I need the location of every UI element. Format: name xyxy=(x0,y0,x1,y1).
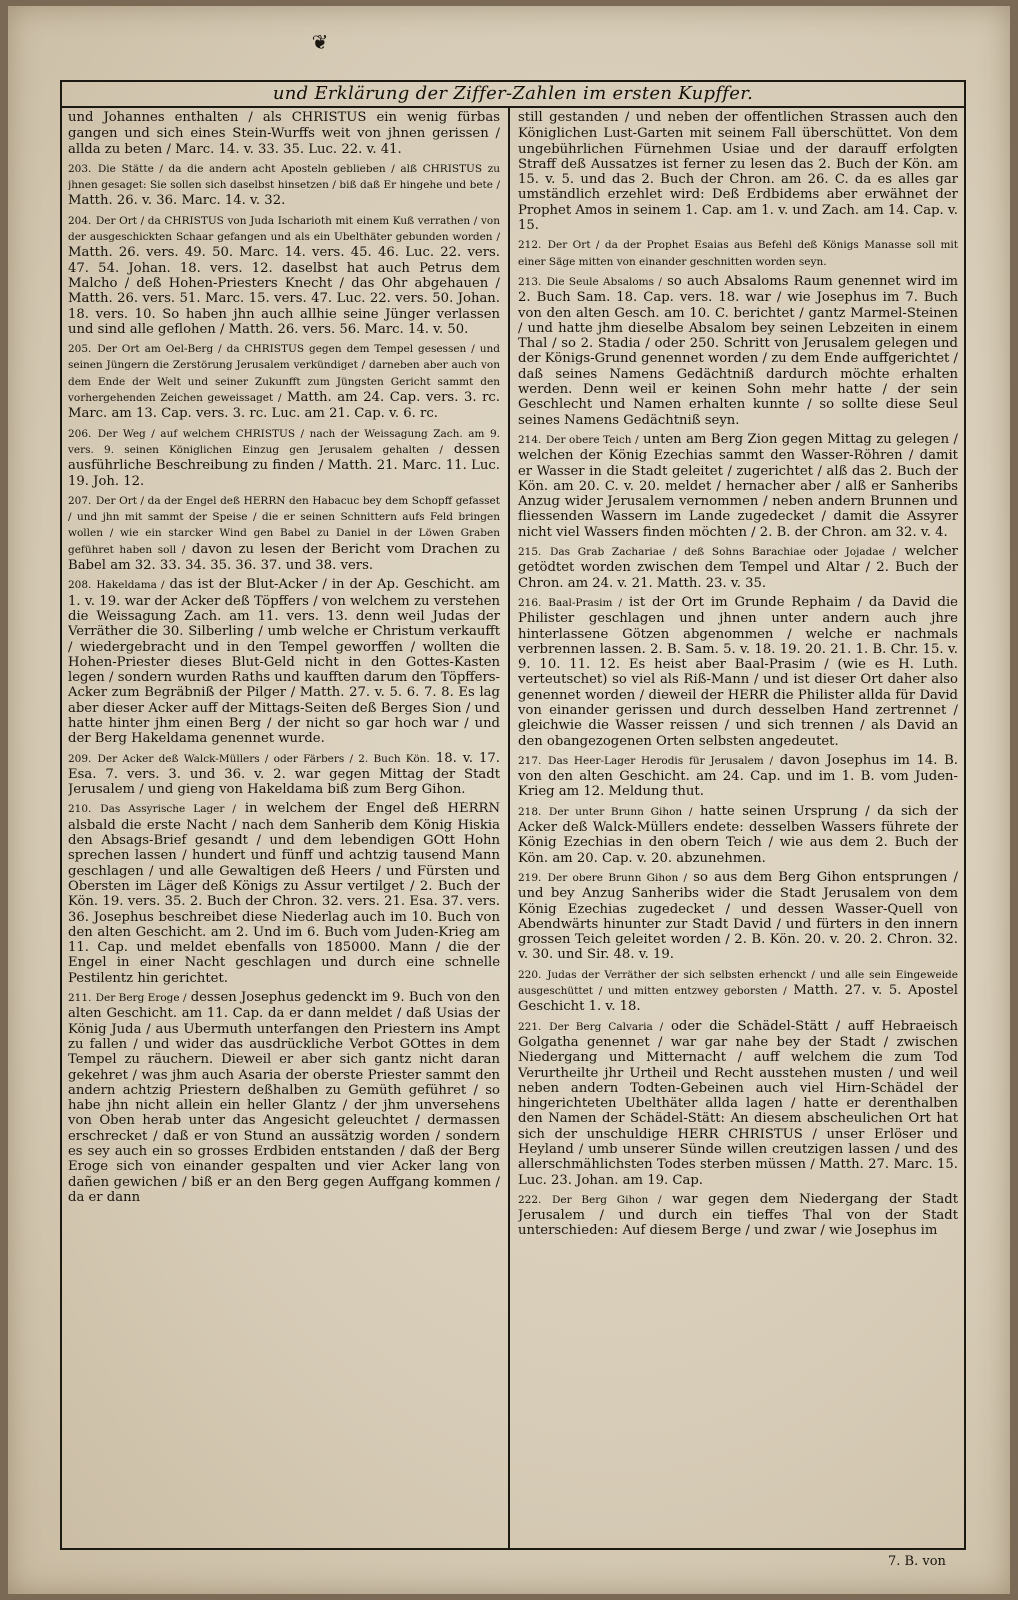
entry-text: davon Josephus im 14. B. von den alten Geschicht. am 24. Cap. und im 1. B. vom Juden-Krieg am 12. Meldung thut. xyxy=(518,752,958,800)
entry-paragraph xyxy=(68,751,500,798)
running-header: und Erklärung der Ziffer-Zahlen im ersten Kupffer. xyxy=(62,82,964,108)
entry-number: 216. xyxy=(518,596,542,609)
entry-number: 219. xyxy=(518,871,542,884)
entry-heading: Die Seule Absaloms / xyxy=(546,275,662,288)
entry-text: unten am Berg Zion gegen Mittag zu gelegen / welchen der König Ezechias sammt den Wasser-Röhren / damit er Wasser in die Stadt geleitet / zugerichtet / alß das 2. Buch der Kön. am 20. C. v. 20. meldet / hernacher aber / alß er Sanheribs Anzug wider Jerusalem vernommen / neben andern Brunnen und fliessenden Wassern im Lande zugedecket / damit die Assyrer nicht viel Wassers finden möchten / 2. B. der Chron. am 32. v. 4. xyxy=(518,431,958,540)
entry-text: welcher getödtet worden zwischen dem Tempel und Altar / 2. Buch der Chron. am 24. v. 21. Matth. 23. v. 35. xyxy=(518,544,958,591)
entry-heading: Der obere Brunn Gihon / xyxy=(547,871,688,884)
text-frame xyxy=(60,80,966,1550)
entry-heading: Das Heer-Lager Herodis für Jerusalem / xyxy=(548,754,774,767)
entry-heading: Der Ort am Oel-Berg / da CHRISTUS gegen dem Tempel gesessen / und seinen Jüngern die Zerstörung Jerusalem verkündiget / darneben aber auch von dem Ende der Welt und seiner Zukunfft zum Jüngsten Gericht sammt den vorhergehenden Zeichen geweissaget / xyxy=(68,343,500,405)
entry-text: Matth. am 24. Cap. vers. 3. rc. Marc. am 13. Cap. vers. 3. rc. Luc. am 21. Cap. v. 6. rc. xyxy=(68,390,500,422)
entry-text: Matth. 27. v. 5. Apostel Geschicht 1. v. 18. xyxy=(518,983,958,1015)
entry-number: 211. xyxy=(68,992,92,1005)
entry-text: oder die Schädel-Stätt / auff Hebraeisch Golgatha genennet / war gar nahe bey der Stadt / zwischen Niedergang und Mitternacht / auff welchem die zum Tod Verurtheilte jhr Urtheil und Recht ausstehen musten / und weil neben andern Todten-Gebeinen auch viel Hirn-Schädel der hingerichteten Ubelthäter allda lagen / hatte er derenthalben den Namen der Schädel-Stätt: An diesem abscheulichen Ort hat sich der unschuldige HERR CHRISTUS / unser Erlöser und Heyland / umb unserer Sünde willen creutzigen lassen / und des allerschmählichsten Todes sterben müssen / Matth. 27. Marc. 15. Luc. 23. Johan. am 19. Cap. xyxy=(518,1018,958,1188)
entry-paragraph xyxy=(68,110,500,157)
entry-paragraph xyxy=(518,237,958,270)
entry-paragraph xyxy=(518,804,958,866)
entry-text: still gestanden / und neben der offentlichen Strassen auch den Königlichen Lust-Garten mit seinem Fall überschüttet. Von dem ungebührlichen Fürnehmen Usiae und der darauff erfolgten Straff deß Aussatzes ist ferner zu lesen das 2. Buch der Kön. am 15. v. 5. und das 2. Buch der Chron. am 26. C. da es alles gar umständlich erzehlet wird: Deß Erdbidems aber erwähnet der Prophet Amos in seinem 1. Cap. am 1. v. und Zach. am 14. Cap. v. 15. xyxy=(518,110,958,234)
entry-number: 204. xyxy=(68,214,92,227)
book-page xyxy=(8,6,1010,1594)
ornament-mark: ❦ xyxy=(311,30,329,54)
entry-paragraph xyxy=(518,967,958,1015)
entry-heading: Der Ort / da der Prophet Esaias aus Befehl deß Königs Manasse soll mit einer Säge mitten von einander geschnitten worden seyn. xyxy=(518,239,958,268)
entry-heading: Der Berg Gihon / xyxy=(551,1193,662,1206)
entry-paragraph xyxy=(68,341,500,421)
entry-text: so auch Absaloms Raum genennet wird im 2. Buch Sam. 18. Cap. vers. 18. war / wie Josephus im 7. Buch von den alten Gesch. am 10. C. berichtet / gantz Marmel-Steinen / und hatte jhm dieselbe Absalom bey seinen Lebzeiten in einem Thal / so 2. Stadia / oder 250. Schritt von Jerusalem gelegen und der Königs-Grund genennet worden / zu dem Ende auffgerichtet / daß seines Namens Gedächtniß dardurch möchte erhalten werden. Denn weil er keinen Sohn mehr hatte / der sein Geschlecht und Namen erhalten kunnte / so sollte diese Seul seines Namens Gedächtniß seyn. xyxy=(518,273,958,428)
entry-paragraph xyxy=(518,274,958,428)
entry-paragraph xyxy=(518,595,958,749)
entry-text: Matth. 26. vers. 49. 50. Marc. 14. vers. 45. 46. Luc. 22. vers. 47. 54. Johan. 18. vers. 12. daselbst hat auch Petrus dem Malcho / deß Hohen-Priesters Knecht / das Ohr abgehauen / Matth. 26. vers. 51. Marc. 15. vers. 47. Luc. 22. vers. 50. Johan. 18. vers. 10. So haben jhn auch allhie seine Jünger verlassen und sind alle geflohen / Matth. 26. vers. 56. Marc. 14. v. 50. xyxy=(68,245,500,337)
entry-heading: Der Acker deß Walck-Müllers / oder Färbers / 2. Buch Kön. xyxy=(97,752,430,765)
column-divider xyxy=(508,108,510,1548)
entry-heading: Judas der Verräther der sich selbsten erhenckt / und alle sein Eingeweide ausgeschüttet / und mitten entzwey geborsten / xyxy=(518,968,958,998)
entry-text: ist der Ort im Grunde Rephaim / da David die Philister geschlagen und jhnen unter andern auch jhre hinterlassene Götzen abgenommen / welche er nachmals verbrennen lassen. 2. B. Sam. 5. v. 18. 19. 20. 21. 1. B. Chr. 15. v. 9. 10. 11. 12. Es heist aber Baal-Prasim / (wie es H. Luth. verteutschet) so viel als Riß-Mann / und ist dieser Ort daher also genennet worden / dieweil der HERR die Philister allda für David von einander gerissen und durch desselben Hand zertrennet / gleichwie die Wasser reissen / und sich trennen / als David an den obangezogenen Orten selbsten angedeutet. xyxy=(518,594,958,749)
entry-text: so aus dem Berg Gihon entsprungen / und bey Anzug Sanheribs wider die Stadt Jerusalem von dem König Ezechias zugedecket / und dessen Wasser-Quell von Abendwärts hinunter zur Stadt David / und fürters in den innern grossen Teich geleitet worden / 2. B. Kön. 20. v. 20. 2. Chron. 32. v. 30. und Sir. 48. v. 19. xyxy=(518,869,958,963)
entry-paragraph xyxy=(68,426,500,489)
entry-number: 205. xyxy=(68,343,92,356)
entry-heading: Der Weg / auf welchem CHRISTUS / nach der Weissagung Zach. am 9. vers. 9. seinen Königlichen Einzug gen Jerusalem gehalten / xyxy=(68,427,500,456)
entry-number: 222. xyxy=(518,1193,542,1206)
entry-heading: Der Berg Calvaria / xyxy=(549,1020,664,1033)
entry-number: 214. xyxy=(518,433,542,446)
entry-paragraph xyxy=(68,990,500,1205)
entry-number: 206. xyxy=(68,427,92,440)
entry-text: dessen Josephus gedenckt im 9. Buch von den alten Geschicht. am 11. Cap. da er dann meldet / daß Usias der König Juda / aus Ubermuth unterfangen den Priestern ins Ampt zu fallen / und wider das ausdrückliche Verbot GOttes in dem Tempel zu räuchern. Dieweil er aber sich gantz nicht daran gekehret / was jhm auch Asaria der oberste Priester sammt den andern achtzig Priestern deßhalben zu Gemüth geführet / so habe jhn nicht allein ein heller Glantz / der jhm unversehens von Oben herab unter das Angesicht geleuchtet / dermassen erschrecket / daß er von Stund an aussätzig worden / sondern es sey auch ein so grosses Erdbiden entstanden / daß der Berg Eroge sich von einander gespalten und vier Acker lang von dañen gewichen / biß er an den Berg gegen Auffgang kommen / da er dann xyxy=(68,990,500,1205)
entry-text: in welchem der Engel deß HERRN alsbald die erste Nacht / nach dem Sanherib dem König Hiskia den Absags-Brief gesandt / und dem lebendigen GOtt Hohn sprechen lassen / hundert und fünff und achtzig tausend Mann geschlagen / und alle Gewaltigen deß Heers / und Fürsten und Obersten im Läger deß Königs zu Assur vertilget / 2. Buch der Kön. 19. vers. 35. 2. Buch der Chron. 32. vers. 21. Esa. 37. vers. 36. Josephus beschreibet diese Niederlag auch im 10. Buch von den alten Geschicht. am 2. Und im 6. Buch vom Juden-Krieg am 11. Cap. und meldet ebenfalls von 185000. Mann / die der Engel in einer Nacht geschlagen und durch eine schnelle Pestilentz hin gerichtet. xyxy=(68,801,500,986)
entry-paragraph xyxy=(68,493,500,573)
entry-number: 207. xyxy=(68,494,92,507)
entry-paragraph xyxy=(68,577,500,746)
entry-text: Matth. 26. v. 36. Marc. 14. v. 32. xyxy=(68,193,286,209)
entry-paragraph xyxy=(518,110,958,233)
entry-number: 221. xyxy=(518,1020,542,1033)
entry-number: 220. xyxy=(518,968,542,981)
entry-heading: Der Ort / da CHRISTUS von Juda Ischarioth mit einem Kuß verrathen / von der ausgeschickten Schaar gefangen und als ein Ubelthäter gebunden worden / xyxy=(68,214,500,244)
entry-heading: Der obere Teich / xyxy=(545,433,639,446)
entry-text: hatte seinen Ursprung / da sich der Acker deß Walck-Müllers endete: desselben Wassers führete der König Ezechias in den obern Teich / wie aus dem 2. Buch der Kön. am 20. Cap. v. 20. abzunehmen. xyxy=(518,803,958,866)
entry-heading: Das Grab Zachariae / deß Sohns Barachiae oder Jojadae / xyxy=(549,546,897,559)
entry-heading: Hakeldama / xyxy=(96,579,165,592)
entry-paragraph xyxy=(518,1019,958,1188)
entry-number: 218. xyxy=(518,805,542,818)
entry-heading: Baal-Prasim / xyxy=(548,596,623,609)
entry-number: 212. xyxy=(518,239,542,252)
entry-text: dessen ausführliche Beschreibung zu finden / Matth. 21. Marc. 11. Luc. 19. Joh. 12. xyxy=(68,441,500,489)
entry-number: 209. xyxy=(68,752,92,765)
entry-number: 215. xyxy=(518,546,542,559)
entry-paragraph xyxy=(518,544,958,591)
entry-text: und Johannes enthalten / als CHRISTUS ein wenig fürbas gangen und sich eines Stein-Wurffs weit von jhnen gerissen / allda zu beten / Marc. 14. v. 33. 35. Luc. 22. v. 41. xyxy=(68,110,500,157)
entry-heading: Das Assyrische Lager / xyxy=(100,803,236,816)
entry-heading: Die Stätte / da die andern acht Aposteln geblieben / alß CHRISTUS zu jhnen gesaget: Sie sollen sich daselbst hinsetzen / biß daß Er hingehe und bete / xyxy=(68,162,500,192)
catchword: 7. B. von xyxy=(888,1554,946,1569)
entry-paragraph xyxy=(518,1192,958,1239)
entry-text: davon zu lesen der Bericht vom Drachen zu Babel am 32. 33. 34. 35. 36. 37. und 38. vers. xyxy=(68,541,500,574)
left-column xyxy=(68,110,500,1542)
entry-paragraph xyxy=(518,870,958,963)
entry-heading: Der Ort / da der Engel deß HERRN den Habacuc bey dem Schopff gefasset / und jhn mit sammt der Speise / die er seinen Schnittern aufs Feld bringen wollen / wie ein starcker Wind gen Babel zu Daniel in der Löwen Graben geführet haben soll / xyxy=(68,494,500,556)
right-column xyxy=(518,110,958,1542)
entry-paragraph xyxy=(518,432,958,540)
entry-paragraph xyxy=(68,801,500,986)
entry-number: 213. xyxy=(518,275,542,288)
entry-text: das ist der Blut-Acker / in der Ap. Geschicht. am 1. v. 19. war der Acker deß Töpffers / von welchem zu verstehen die Weissagung Zach. am 11. vers. 13. denn weil Judas der Verräther die 30. Silberling / umb welche er Christum verkaufft / wiedergebracht und in den Tempel geworffen / wollten die Hohen-Priester dieses Blut-Geld nicht in den Gottes-Kasten legen / sondern wurden Raths und kaufften darum den Töpffers-Acker zum Begräbniß der Pilger / Matth. 27. v. 5. 6. 7. 8. Es lag aber dieser Acker auff der Mittags-Seiten deß Berges Sion / und hatte hinter jhm einen Berg / der nicht so gar hoch war / und der Berg Hakeldama genennet wurde. xyxy=(68,577,500,747)
entry-number: 203. xyxy=(68,162,92,175)
entry-text: 18. v. 17. Esa. 7. vers. 3. und 36. v. 2. war gegen Mittag der Stadt Jerusalem / und gieng von Hakeldama biß zum Berg Gihon. xyxy=(68,750,500,798)
entry-text: war gegen dem Niedergang der Stadt Jerusalem / und durch ein tieffes Thal von der Stadt unterschieden: Auf diesem Berge / und zwar / wie Josephus im xyxy=(518,1191,958,1239)
entry-number: 210. xyxy=(68,803,92,816)
entry-paragraph xyxy=(518,753,958,800)
entry-paragraph xyxy=(68,161,500,209)
entry-paragraph xyxy=(68,213,500,337)
entry-heading: Der unter Brunn Gihon / xyxy=(548,805,693,818)
entry-number: 217. xyxy=(518,754,542,767)
entry-number: 208. xyxy=(68,579,92,592)
entry-heading: Der Berg Eroge / xyxy=(95,992,187,1005)
